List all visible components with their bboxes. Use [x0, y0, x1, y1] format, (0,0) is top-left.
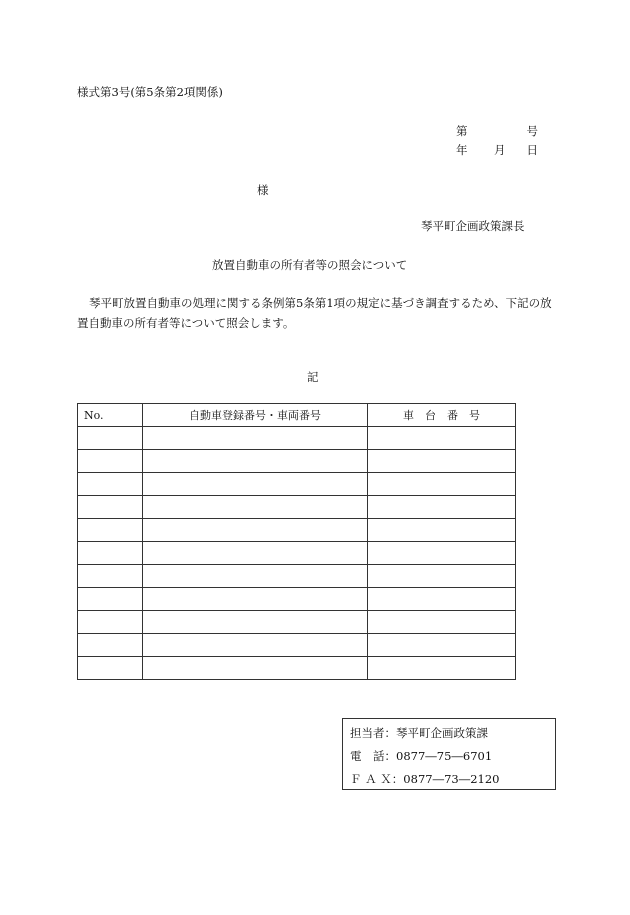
table-header-row	[78, 404, 516, 427]
table-row	[78, 542, 516, 565]
contact-box	[342, 718, 556, 790]
cell-registration-number	[143, 565, 368, 588]
cell-chassis-number	[368, 542, 516, 565]
cell-no	[78, 657, 143, 680]
cell-registration-number	[143, 427, 368, 450]
cell-no	[78, 473, 143, 496]
date-day: 日	[526, 143, 538, 157]
cell-no	[78, 588, 143, 611]
table-row	[78, 611, 516, 634]
cell-no	[78, 565, 143, 588]
cell-registration-number	[143, 542, 368, 565]
cell-chassis-number	[368, 427, 516, 450]
table-body	[78, 427, 516, 680]
cell-chassis-number	[368, 473, 516, 496]
date-month: 月	[494, 143, 506, 157]
table-row	[78, 657, 516, 680]
body-paragraph: 琴平町放置自動車の処理に関する条例第5条第1項の規定に基づき調査するため、下記の放置自動車の所有者等について照会します。	[77, 296, 552, 330]
date-year: 年	[456, 143, 468, 157]
cell-no	[78, 496, 143, 519]
cell-chassis-number	[368, 496, 516, 519]
cell-no	[78, 542, 143, 565]
cell-chassis-number	[368, 450, 516, 473]
cell-chassis-number	[368, 565, 516, 588]
table-row	[78, 427, 516, 450]
cell-chassis-number	[368, 519, 516, 542]
sender: 琴平町企画政策課長	[421, 219, 525, 233]
cell-registration-number	[143, 634, 368, 657]
form-number: 様式第3号(第5条第2項関係)	[77, 85, 223, 99]
doc-number-suffix: 号	[526, 124, 538, 138]
cell-chassis-number	[368, 611, 516, 634]
document-number	[456, 123, 538, 139]
contact-fax: Ｆ Ａ Ｘ：0877―73―2120	[350, 772, 500, 786]
cell-chassis-number	[368, 588, 516, 611]
cell-chassis-number	[368, 657, 516, 680]
cell-no	[78, 427, 143, 450]
cell-no	[78, 611, 143, 634]
addressee: 様	[257, 183, 269, 197]
cell-no	[78, 519, 143, 542]
contact-tel: 電 話：0877―75―6701	[350, 749, 493, 763]
cell-no	[78, 450, 143, 473]
cell-registration-number	[143, 611, 368, 634]
cell-no	[78, 634, 143, 657]
table-row	[78, 519, 516, 542]
cell-registration-number	[143, 473, 368, 496]
cell-registration-number	[143, 519, 368, 542]
vehicle-table	[77, 403, 516, 680]
contact-person: 担当者：琴平町企画政策課	[350, 726, 488, 740]
table-row	[78, 450, 516, 473]
cell-chassis-number	[368, 634, 516, 657]
table-row	[78, 496, 516, 519]
cell-registration-number	[143, 496, 368, 519]
header-registration-number: 自動車登録番号・車両番号	[143, 404, 368, 427]
doc-number-prefix: 第	[456, 124, 468, 138]
table-row	[78, 588, 516, 611]
table-row	[78, 634, 516, 657]
header-chassis-number: 車 台 番 号	[368, 404, 516, 427]
table-row	[78, 565, 516, 588]
ki-label: 記	[307, 370, 319, 384]
table-row	[78, 473, 516, 496]
cell-registration-number	[143, 588, 368, 611]
cell-registration-number	[143, 450, 368, 473]
cell-registration-number	[143, 657, 368, 680]
header-no: No.	[78, 404, 143, 427]
subject-title: 放置自動車の所有者等の照会について	[212, 258, 408, 272]
